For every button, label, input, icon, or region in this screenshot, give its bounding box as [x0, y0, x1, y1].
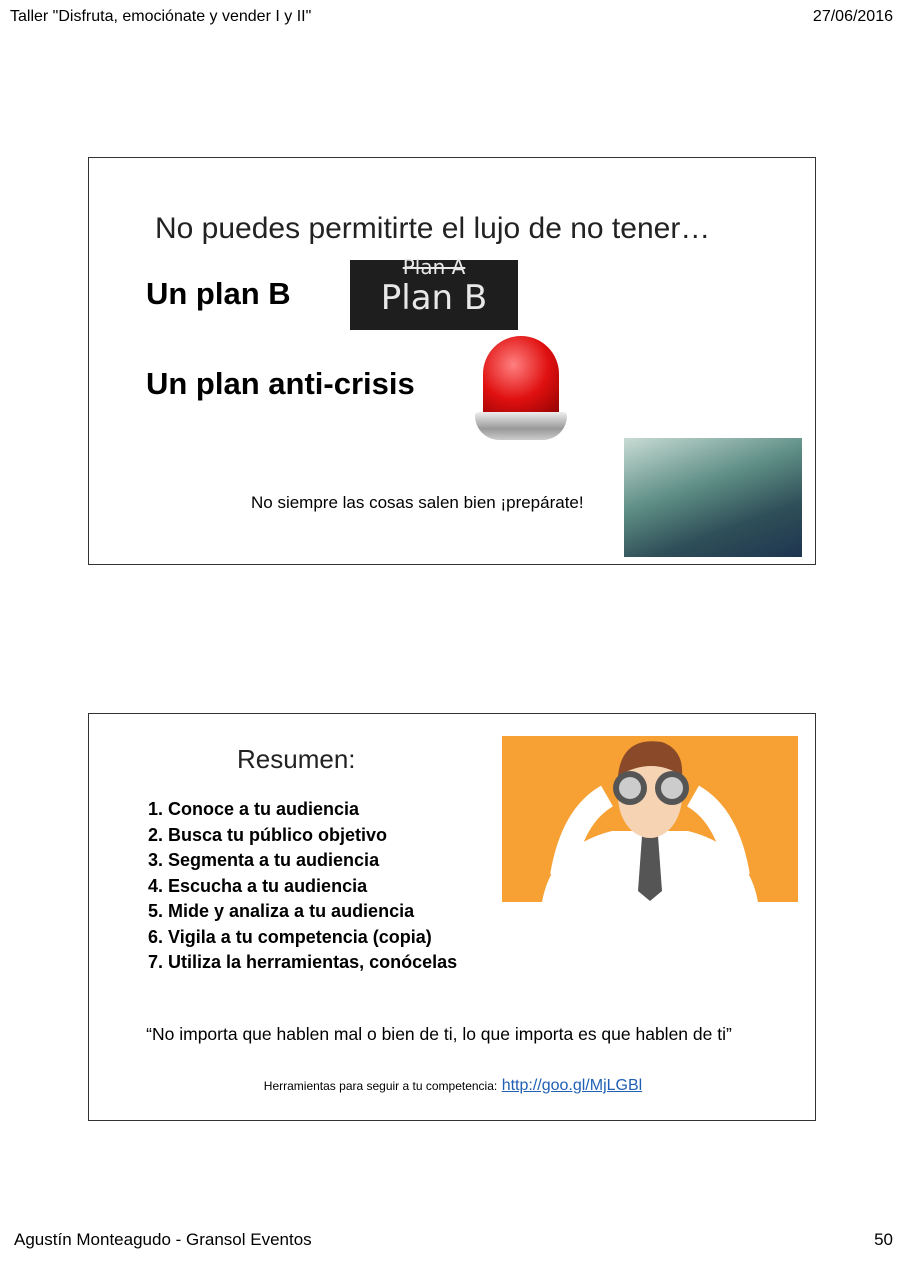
list-item: 3. Segmenta a tu audiencia	[148, 850, 380, 870]
tools-link[interactable]: http://goo.gl/MjLGBl	[501, 1077, 643, 1094]
list-item: 7. Utiliza la herramientas, conócelas	[148, 952, 458, 972]
slide-title: No puedes permitirte el lujo de no tener…	[155, 212, 711, 245]
binoculars-man-illustration	[502, 736, 798, 902]
list-item: 4. Escucha a tu audiencia	[148, 875, 368, 896]
quote: “No importa que hablen mal o bien de ti, lo que importa es que hablen de ti”	[146, 1024, 732, 1044]
plan-a-text: Plan A	[402, 255, 466, 279]
item-plan-anti-crisis: Un plan anti-crisis	[146, 366, 415, 401]
caption: No siempre las cosas salen bien ¡prepárate!	[251, 493, 584, 512]
emergency-doctors-photo	[624, 438, 802, 557]
list-item: 5. Mide y analiza a tu audiencia	[148, 901, 415, 921]
page-number: 50	[874, 1230, 893, 1249]
tools-label: Herramientas para seguir a tu competencia:	[263, 1079, 498, 1093]
header-date: 27/06/2016	[812, 8, 893, 25]
slide-title: Resumen:	[237, 744, 356, 774]
list-item: 6. Vigila a tu competencia (copia)	[148, 926, 432, 947]
header-title: Taller "Disfruta, emociónate y vender I y II"	[10, 8, 312, 25]
siren-icon	[475, 336, 567, 446]
tools-line	[89, 1077, 817, 1095]
plan-b-text: Plan B	[380, 278, 488, 318]
list-item: 2. Busca tu público objetivo	[148, 824, 388, 845]
plan-b-chalkboard-image	[350, 255, 518, 330]
summary-list	[148, 797, 457, 976]
slide-resumen	[88, 713, 816, 1121]
footer-author: Agustín Monteagudo - Gransol Eventos	[14, 1230, 312, 1249]
item-plan-b: Un plan B	[146, 276, 291, 311]
list-item: 1. Conoce a tu audiencia	[148, 799, 360, 819]
slide-plan-b	[88, 157, 816, 565]
